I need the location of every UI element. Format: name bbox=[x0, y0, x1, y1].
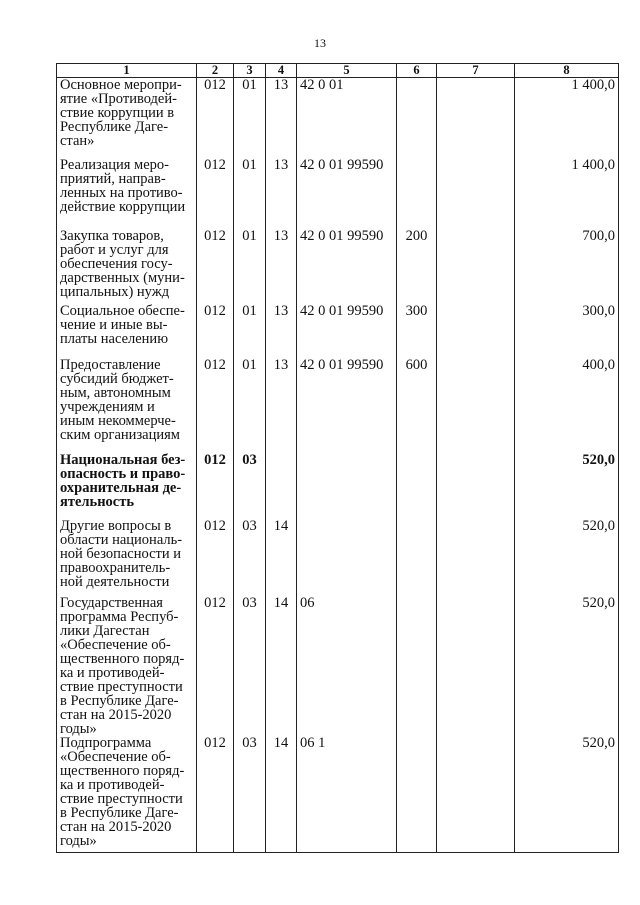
expense-type-code bbox=[397, 736, 437, 853]
column-7-value bbox=[437, 78, 515, 158]
column-7-value bbox=[437, 229, 515, 304]
section-code: 01 bbox=[234, 304, 266, 358]
item-name: Государственная программа Респуб- лики Дагестан «Обеспечение об- щественного поряд- ка и противодей- ствие преступности в Республике Даге- стан на 2015-2020 годы» bbox=[57, 596, 197, 736]
item-name: Закупка товаров, работ и услуг для обеспечения госу- дарственных (муни- ципальных) нужд bbox=[57, 229, 197, 304]
page-number: 13 bbox=[314, 36, 326, 50]
target-article-code: 42 0 01 99590 bbox=[297, 229, 397, 304]
subsection-code: 13 bbox=[266, 229, 297, 304]
ministry-code: 012 bbox=[197, 519, 234, 596]
column-header: 2 bbox=[197, 64, 234, 78]
ministry-code: 012 bbox=[197, 304, 234, 358]
column-7-value bbox=[437, 158, 515, 229]
amount: 1 400,0 bbox=[515, 78, 619, 158]
target-article-code: 06 1 bbox=[297, 736, 397, 853]
ministry-code: 012 bbox=[197, 158, 234, 229]
target-article-code bbox=[297, 519, 397, 596]
amount: 520,0 bbox=[515, 596, 619, 736]
table-row bbox=[57, 304, 619, 358]
amount: 520,0 bbox=[515, 519, 619, 596]
expense-type-code bbox=[397, 453, 437, 519]
expense-type-code: 300 bbox=[397, 304, 437, 358]
section-code: 01 bbox=[234, 158, 266, 229]
column-7-value bbox=[437, 304, 515, 358]
table-row bbox=[57, 519, 619, 596]
item-name: Социальное обеспе- чение и иные вы- платы населению bbox=[57, 304, 197, 358]
table-row bbox=[57, 596, 619, 736]
expense-type-code bbox=[397, 519, 437, 596]
section-code: 03 bbox=[234, 519, 266, 596]
subsection-code: 13 bbox=[266, 158, 297, 229]
section-code: 03 bbox=[234, 453, 266, 519]
subsection-code: 14 bbox=[266, 519, 297, 596]
column-header: 4 bbox=[266, 64, 297, 78]
ministry-code: 012 bbox=[197, 229, 234, 304]
ministry-code: 012 bbox=[197, 358, 234, 453]
amount: 520,0 bbox=[515, 453, 619, 519]
expense-type-code bbox=[397, 78, 437, 158]
item-name: Основное меропри- ятие «Противодей- ствие коррупции в Республике Даге- стан» bbox=[57, 78, 197, 158]
table-row bbox=[57, 358, 619, 453]
column-7-value bbox=[437, 358, 515, 453]
ministry-code: 012 bbox=[197, 78, 234, 158]
subsection-code: 14 bbox=[266, 596, 297, 736]
column-7-value bbox=[437, 519, 515, 596]
target-article-code: 42 0 01 bbox=[297, 78, 397, 158]
item-name: Другие вопросы в области националь- ной безопасности и правоохранитель- ной деятельности bbox=[57, 519, 197, 596]
column-7-value bbox=[437, 736, 515, 853]
section-code: 03 bbox=[234, 596, 266, 736]
amount: 400,0 bbox=[515, 358, 619, 453]
amount: 300,0 bbox=[515, 304, 619, 358]
table-header-row bbox=[57, 64, 619, 78]
table-row bbox=[57, 78, 619, 158]
amount: 520,0 bbox=[515, 736, 619, 853]
section-code: 01 bbox=[234, 78, 266, 158]
expense-type-code bbox=[397, 596, 437, 736]
item-name: Реализация меро- приятий, направ- ленных на противо- действие коррупции bbox=[57, 158, 197, 229]
subsection-code: 13 bbox=[266, 358, 297, 453]
column-header: 3 bbox=[234, 64, 266, 78]
column-header: 5 bbox=[297, 64, 397, 78]
subsection-code: 13 bbox=[266, 304, 297, 358]
ministry-code: 012 bbox=[197, 736, 234, 853]
section-code: 01 bbox=[234, 358, 266, 453]
target-article-code: 42 0 01 99590 bbox=[297, 358, 397, 453]
subsection-code bbox=[266, 453, 297, 519]
column-header: 8 bbox=[515, 64, 619, 78]
column-7-value bbox=[437, 453, 515, 519]
target-article-code: 42 0 01 99590 bbox=[297, 304, 397, 358]
amount: 700,0 bbox=[515, 229, 619, 304]
item-name: Национальная без- опасность и право- охранительная де- ятельность bbox=[57, 453, 197, 519]
target-article-code: 42 0 01 99590 bbox=[297, 158, 397, 229]
column-header: 7 bbox=[437, 64, 515, 78]
amount: 1 400,0 bbox=[515, 158, 619, 229]
expense-type-code: 200 bbox=[397, 229, 437, 304]
ministry-code: 012 bbox=[197, 596, 234, 736]
section-code: 01 bbox=[234, 229, 266, 304]
table-row-section bbox=[57, 453, 619, 519]
column-header: 1 bbox=[57, 64, 197, 78]
table-row bbox=[57, 736, 619, 853]
column-header: 6 bbox=[397, 64, 437, 78]
item-name: Подпрограмма «Обеспечение об- щественного поряд- ка и противодей- ствие преступности в Республике Даге- стан на 2015-2020 годы» bbox=[57, 736, 197, 853]
expense-type-code: 600 bbox=[397, 358, 437, 453]
target-article-code bbox=[297, 453, 397, 519]
subsection-code: 13 bbox=[266, 78, 297, 158]
section-code: 03 bbox=[234, 736, 266, 853]
target-article-code: 06 bbox=[297, 596, 397, 736]
expense-type-code bbox=[397, 158, 437, 229]
budget-table bbox=[56, 63, 619, 853]
table-row bbox=[57, 158, 619, 229]
table-row bbox=[57, 229, 619, 304]
subsection-code: 14 bbox=[266, 736, 297, 853]
ministry-code: 012 bbox=[197, 453, 234, 519]
item-name: Предоставление субсидий бюджет- ным, автономным учреждениям и иным некоммерче- ским организациям bbox=[57, 358, 197, 453]
column-7-value bbox=[437, 596, 515, 736]
